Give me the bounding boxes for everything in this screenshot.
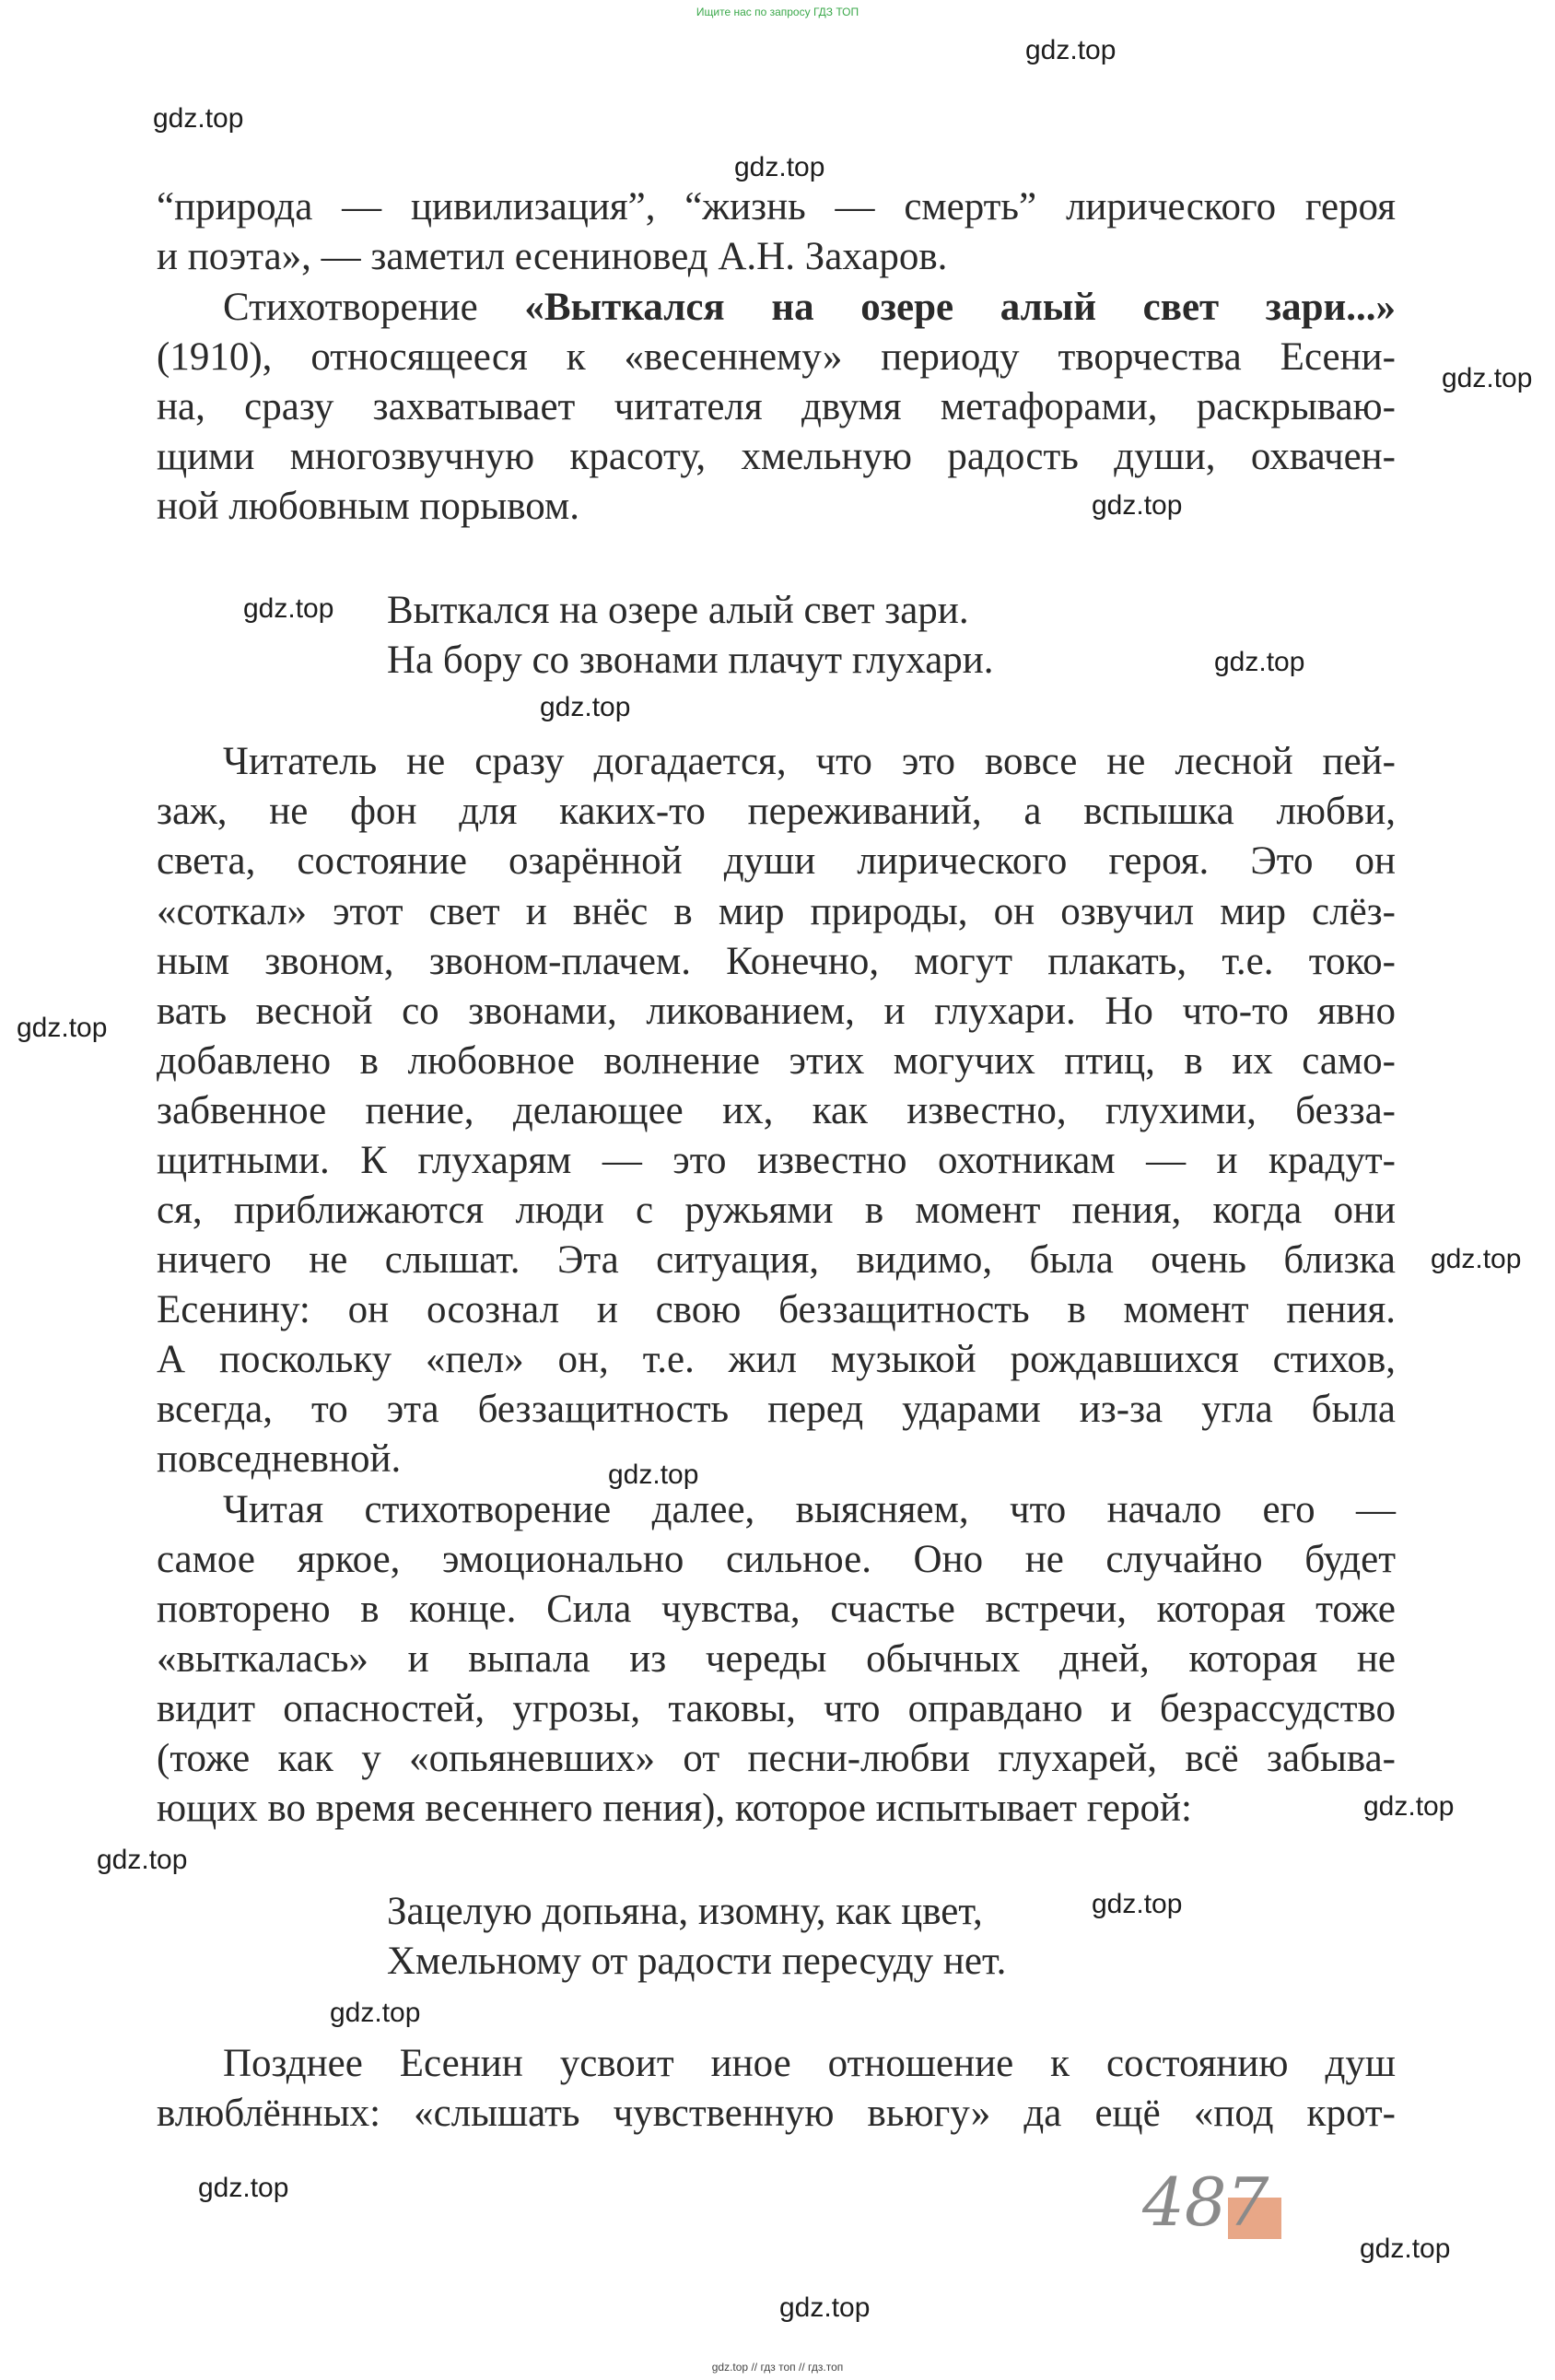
watermark: gdz.top [608,1460,699,1490]
watermark: gdz.top [1363,1791,1455,1822]
text-line: ной любовным порывом. [157,485,579,528]
text-line: забвенное пение, делающее их, как известно, глухими, безза- [157,1089,1396,1132]
text-line: всегда, то эта беззащитность перед ударами из-за угла была [157,1388,1396,1431]
watermark: gdz.top [1442,363,1533,393]
text-line: самое яркое, эмоционально сильное. Оно не случайно будет [157,1538,1396,1581]
text-line: «соткал» этот свет и внёс в мир природы, он озвучил мир слёз- [157,890,1396,933]
text-line: щитными. К глухарям — это известно охотникам — и крадут- [157,1139,1396,1182]
text-line: “природа — цивилизация”, “жизнь — смерть” лирического героя [157,185,1396,229]
watermark: gdz.top [1360,2233,1451,2264]
text-line: Есенину: он осознал и свою беззащитность в момент пения. [157,1288,1396,1331]
watermark: gdz.top [198,2173,289,2203]
text-line: (тоже как у «опьяневших» от песни-любви глухарей, всё забыва- [157,1737,1396,1780]
watermark: gdz.top [17,1013,108,1043]
watermark: gdz.top [153,103,244,134]
text-line: ничего не слышат. Эта ситуация, видимо, была очень близка [157,1238,1396,1282]
footer-link[interactable]: гдз.топ [808,2361,844,2374]
text-line: вать весной со звонами, ликованием, и глухари. Но что-то явно [157,990,1396,1033]
watermark: gdz.top [1092,1889,1183,1919]
footer-links [0,2361,1555,2374]
text-line: «выткалась» и выпала из череды обычных дней, которая не [157,1637,1396,1681]
watermark: gdz.top [243,593,334,624]
text-line: на, сразу захватывает читателя двумя метафорами, раскрываю- [157,385,1396,428]
page-number: 487 [1142,2163,1269,2241]
paragraph-start: Стихотворение [223,286,478,329]
text-line: повседневной. [157,1437,402,1481]
text-line: Читатель не сразу догадается, что это вовсе не лесной пей- [223,740,1396,783]
footer-separator: // [751,2361,758,2374]
footer-link[interactable]: gdz.top [711,2361,749,2374]
text-line: влюблённых: «слышать чувственную вьюгу» да ещё «под крот- [157,2092,1396,2135]
verse-line: Хмельному от радости пересуду нет. [387,1940,1007,1983]
watermark: gdz.top [779,2292,871,2323]
text-line: А поскольку «пел» он, т.е. жил музыкой рождавшихся стихов, [157,1338,1396,1381]
poem-title: «Выткался на озере алый свет зари...» [524,286,1397,329]
text-line: ющих во время весеннего пения), которое испытывает герой: [157,1787,1192,1830]
text-line: Читая стихотворение далее, выясняем, что начало его — [223,1488,1396,1531]
watermark: gdz.top [734,152,825,182]
watermark: gdz.top [1214,647,1305,677]
watermark: gdz.top [1431,1244,1522,1274]
top-banner[interactable]: Ищите нас по запросу ГДЗ ТОП [696,6,859,18]
text-line: добавлено в любовное волнение этих могучих птиц, в их само- [157,1039,1396,1083]
text-line: света, состояние озарённой души лирического героя. Это он [157,839,1396,883]
watermark: gdz.top [330,1998,421,2028]
verse-line: Зацелую допьяна, изомну, как цвет, [387,1890,983,1933]
verse-line: На бору со звонами плачут глухари. [387,639,994,682]
text-line: Позднее Есенин усвоит иное отношение к состоянию душ [223,2042,1396,2085]
verse-line: Выткался на озере алый свет зари. [387,589,969,632]
text-line: ся, приближаются люди с ружьями в момент пения, когда они [157,1189,1396,1232]
text-line: повторено в конце. Сила чувства, счастье встречи, которая тоже [157,1588,1396,1631]
footer-link[interactable]: гдз топ [760,2361,796,2374]
text-line: щими многозвучную красоту, хмельную радость души, охвачен- [157,435,1396,478]
text-line: ным звоном, звоном-плачем. Конечно, могут плакать, т.е. токо- [157,940,1396,983]
watermark: gdz.top [97,1845,188,1875]
text-line: заж, не фон для каких-то переживаний, а вспышка любви, [157,790,1396,833]
text-line [223,283,1396,333]
watermark: gdz.top [1092,490,1183,521]
watermark: gdz.top [540,692,631,722]
text-line: и поэта», — заметил есениновед А.Н. Захаров. [157,235,948,278]
text-line: видит опасностей, угрозы, таковы, что оправдано и безрассудство [157,1687,1396,1730]
footer-separator: // [799,2361,805,2374]
text-line: (1910), относящееся к «весеннему» периоду творчества Есени- [157,335,1396,379]
watermark: gdz.top [1025,35,1117,65]
